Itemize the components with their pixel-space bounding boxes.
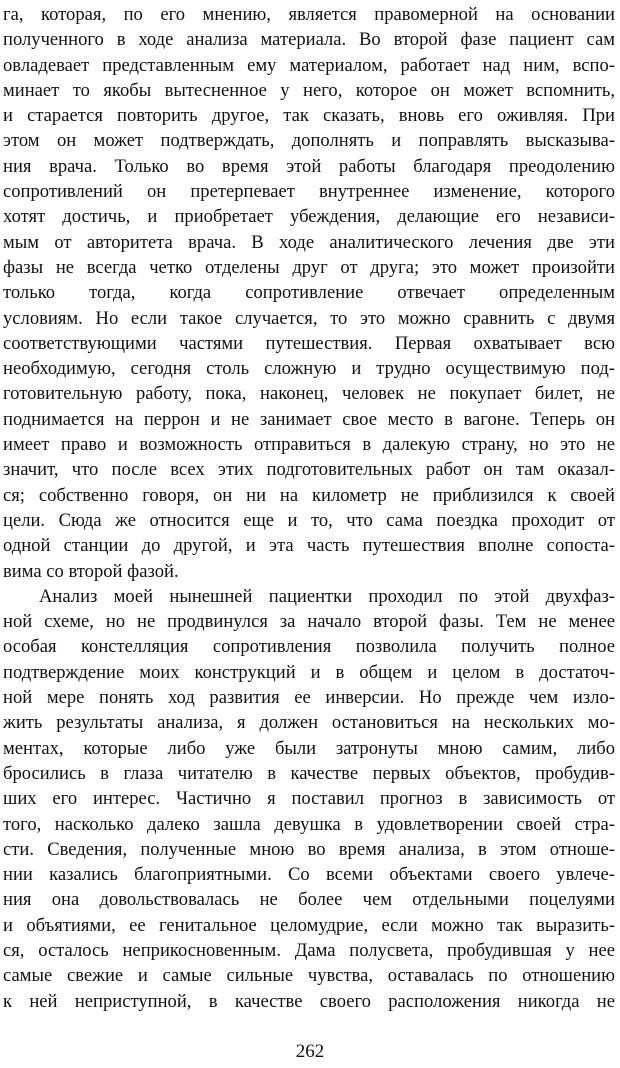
text-line: этом он может подтверждать, дополнять и поправлять высказыва- xyxy=(3,130,615,152)
text-line: ся, осталось неприкосновенным. Дама полусвета, пробудившая у нее xyxy=(3,939,615,961)
page-number: 262 xyxy=(295,1041,325,1062)
text-line: того, насколько далеко зашла девушка в удовлетворении своей стра- xyxy=(3,813,615,835)
text-line: и объятиями, ее генитальное целомудрие, если можно так выразить- xyxy=(3,914,615,936)
text-line: жить результаты анализа, я должен остановиться на нескольких мо- xyxy=(3,712,615,734)
text-line: необходимую, сегодня столь сложную и трудно осуществимую под- xyxy=(3,358,615,380)
text-line: полученного в ходе анализа материала. Во второй фазе пациент сам xyxy=(3,29,615,51)
paragraph-first-line: Анализ моей нынешней пациентки проходил по этой двухфаз- xyxy=(39,585,615,607)
text-line: га, которая, по его мнению, является правомерной на основании xyxy=(3,4,615,25)
text-line: значит, что после всех этих подготовительных работ он там оказал- xyxy=(3,459,615,481)
text-line: хотят достичь, и приобретает убеждения, делающие его независи- xyxy=(3,206,615,228)
paragraph-end-line: вима со второй фазой. xyxy=(3,560,179,582)
text-line: сопротивлений он претерпевает внутреннее изменение, которого xyxy=(3,181,615,203)
text-line: ния врача. Только во время этой работы благодаря преодолению xyxy=(3,155,615,177)
text-line: только тогда, когда сопротивление отвечает определенным xyxy=(3,282,615,304)
text-line: имеет право и возможность отправиться в далекую страну, но это не xyxy=(3,434,615,456)
text-line: самые свежие и самые сильные чувства, оставалась по отношению xyxy=(3,965,615,987)
text-line: подтверждение моих конструкций и в общем и целом в достаточ- xyxy=(3,661,615,683)
text-line: овладевает представленным ему материалом, работает над ним, вспо- xyxy=(3,54,615,76)
text-line: цели. Сюда же относится еще и то, что сама поездка проходит от xyxy=(3,509,615,531)
text-line: и старается повторить другое, так сказать, вновь его оживляя. При xyxy=(3,105,615,127)
text-line: фазы не всегда четко отделены друг от друга; это может произойти xyxy=(3,256,615,278)
text-line: ментах, которые либо уже были затронуты мною самим, либо xyxy=(3,737,615,759)
text-line: к ней неприступной, в качестве своего расположения никогда не xyxy=(3,990,615,1012)
text-line: поднимается на перрон и не занимает свое место в вагоне. Теперь он xyxy=(3,408,615,430)
text-line: мым от авторитета врача. В ходе аналитического лечения две эти xyxy=(3,231,615,253)
text-line: готовительную работу, пока, наконец, человек не покупает билет, не xyxy=(3,383,615,405)
text-line: особая констелляция сопротивления позволила получить полное xyxy=(3,636,615,658)
text-line: минает то якобы вытесненное у него, которое он может вспомнить, xyxy=(3,79,615,101)
text-line: ной схеме, но не продвинулся за начало второй фазы. Тем не менее xyxy=(3,611,615,633)
text-line: условиям. Но если такое случается, то это можно сравнить с двумя xyxy=(3,307,615,329)
text-line: бросились в глаза читателю в качестве первых объектов, пробудив- xyxy=(3,762,615,784)
text-line: сти. Сведения, полученные мною во время анализа, в этом отноше- xyxy=(3,838,615,860)
text-line: нии казались благоприятными. Со всеми объектами своего увлече- xyxy=(3,864,615,886)
text-line: ся; собственно говоря, он ни на километр не приблизился к своей xyxy=(3,484,615,506)
text-line: соответствующими частями путешествия. Первая охватывает всю xyxy=(3,332,615,354)
text-line: ной мере понять ход развития ее инверсии. Но прежде чем изло- xyxy=(3,687,615,709)
text-line: одной станции до другой, и эта часть путешествия вполне сопоста- xyxy=(3,535,615,557)
text-line: ших его интерес. Частично я поставил прогноз в зависимость от xyxy=(3,788,615,810)
text-line: ния она довольствовалась не более чем отдельными поцелуями xyxy=(3,889,615,911)
body-text xyxy=(3,2,615,1014)
